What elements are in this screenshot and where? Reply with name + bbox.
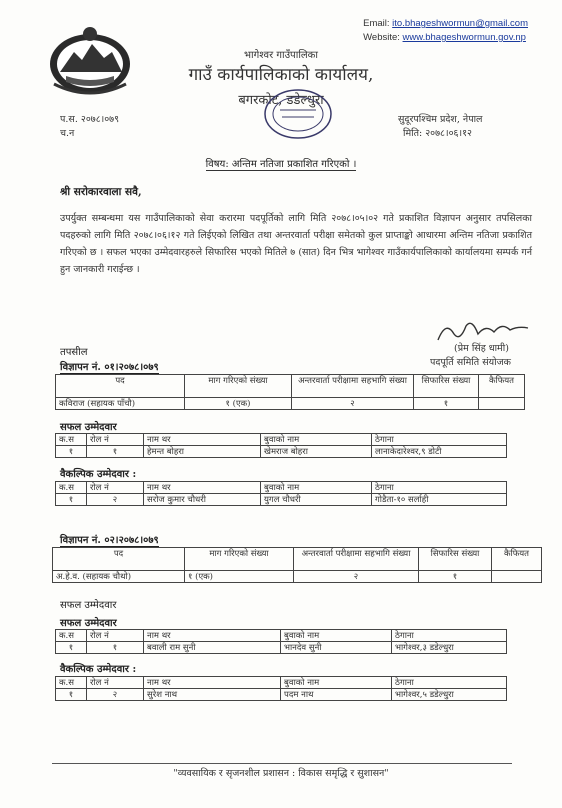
header-demand: माग गरिएको संख्या xyxy=(185,375,292,398)
cell-name: सुरेश नाथ xyxy=(144,689,281,701)
ad1-success-table xyxy=(55,433,507,458)
header-post: पद xyxy=(53,548,185,571)
header-father: बुवाको नाम xyxy=(281,630,392,642)
table-row xyxy=(56,398,525,410)
office-stamp-icon xyxy=(262,86,334,142)
header-name: नाम थर xyxy=(144,434,261,446)
website-label: Website: xyxy=(363,32,400,43)
ad2-alternate-table xyxy=(55,676,507,701)
header-roll: रोल नं xyxy=(87,434,144,446)
ad2-success-label: सफल उम्मेदवार xyxy=(60,618,117,629)
table-row xyxy=(56,689,507,701)
cell-post: कविराज (सहायक पाँचौ) xyxy=(56,398,185,410)
cell-name: सरोज कुमार चौधरी xyxy=(144,494,261,506)
cell-post: अ.हे.व. (सहायक चौथो) xyxy=(53,571,185,583)
ad2-success-table xyxy=(55,629,507,654)
cell-sn: १ xyxy=(56,642,87,654)
ad2-title-text: विज्ञापन नं. ०२।२०७८।०७९ xyxy=(60,535,159,546)
header-roll: रोल नं xyxy=(87,630,144,642)
tapsil-heading: तपसील xyxy=(60,347,88,358)
cell-roll: १ xyxy=(87,446,144,458)
dispatch-number: च.न xyxy=(60,128,75,139)
reference-number: प.स. २०७८।०७९ xyxy=(60,114,120,125)
cell-sn: १ xyxy=(56,689,87,701)
header-interview: अन्तरवार्ता परीक्षामा सहभागि संख्या xyxy=(292,375,414,398)
table-header-row xyxy=(56,375,525,398)
cell-address: लानाकेदारेश्वर,९ डोटी xyxy=(372,446,507,458)
header-address: ठेगाना xyxy=(392,677,507,689)
header-post: पद xyxy=(56,375,185,398)
ad1-alternate-label: वैकल्पिक उम्मेदवार : xyxy=(60,469,137,480)
cell-sn: १ xyxy=(56,446,87,458)
table-row xyxy=(56,642,507,654)
header-remarks: कैफियत xyxy=(479,375,525,398)
header-sn: क.स xyxy=(56,630,87,642)
header-roll: रोल नं xyxy=(87,677,144,689)
office-name: गाउँ कार्यपालिकाको कार्यालय, xyxy=(188,65,374,85)
contact-block xyxy=(363,17,528,45)
province-label: सुदूरपश्चिम प्रदेश, नेपाल xyxy=(398,114,483,125)
table-header-row xyxy=(56,482,507,494)
subject-text: विषय: अन्तिम नतिजा प्रकाशित गरिएको । xyxy=(205,159,357,170)
cell-address: भागेश्वर,३ डडेल्धुरा xyxy=(392,642,507,654)
body-paragraph: उपर्युक्त सम्बन्धमा यस गाउँपालिकाको सेवा करारमा पदपूर्तिको लागि मिति २०७८।०५।०२ गते प्रकाशित विज्ञापन अनुसार तपसिलका पदहरुको लागि मिति २०७८।०६।१२ गते लिईएको लिखित तथा अन्तरवार्ता परीक्षा समेतको कुल प्राप्ताङ्को आधारमा अन्तिम नतिजा प्रकाशित गरिएको छ । सफल भएका उम्मेदवारहरुले सिफारिस भएको मितिले ७ (सात) दिन भित्र भागेश्वर गाउँकार्यपालिकाको कार्यालयमा सम्पर्क गर्न हुन जानकारी गराईन्छ । xyxy=(60,213,532,275)
cell-recommend: १ xyxy=(414,398,479,410)
ad2-title xyxy=(60,532,159,546)
ad1-success-label: सफल उम्मेदवार xyxy=(60,422,117,433)
nepal-emblem-icon xyxy=(44,24,136,98)
signatory-name: (प्रेम सिंह धामी) xyxy=(454,343,509,354)
cell-sn: १ xyxy=(56,494,87,506)
signatory-title: पदपूर्ति समिति संयोजक xyxy=(430,357,511,368)
table-row xyxy=(56,446,507,458)
cell-roll: २ xyxy=(87,494,144,506)
email-link[interactable]: ito.bhageshwormun@gmail.com xyxy=(392,18,528,29)
cell-interview: २ xyxy=(294,571,419,583)
ad2-success-plain-label: सफल उम्मेदवार xyxy=(60,600,117,611)
header-name: नाम थर xyxy=(144,630,281,642)
cell-name: हेमन्त बोहरा xyxy=(144,446,261,458)
cell-name: बवाली राम सुनी xyxy=(144,642,281,654)
header-father: बुवाको नाम xyxy=(281,677,392,689)
ad2-alternate-label: वैकल्पिक उम्मेदवार : xyxy=(60,664,137,675)
cell-address: गोडैता-१० सर्लाही xyxy=(372,494,507,506)
footer-divider xyxy=(52,763,512,764)
header-recommend: सिफारिस संख्या xyxy=(419,548,492,571)
letter-date: मिति: २०७८।०६।१२ xyxy=(403,128,472,139)
header-sn: क.स xyxy=(56,434,87,446)
website-link[interactable]: www.bhageshwormun.gov.np xyxy=(402,32,526,43)
table-header-row xyxy=(56,677,507,689)
header-address: ठेगाना xyxy=(372,482,507,494)
header-name: नाम थर xyxy=(144,482,261,494)
table-row xyxy=(56,494,507,506)
header-sn: क.स xyxy=(56,677,87,689)
cell-address: भागेश्वर,५ डडेल्धुरा xyxy=(392,689,507,701)
cell-interview: २ xyxy=(292,398,414,410)
subject-line xyxy=(0,156,562,170)
header-roll: रोल नं xyxy=(87,482,144,494)
office-location: बगरकोट, डडेल्धुरा xyxy=(238,93,324,108)
email-label: Email: xyxy=(363,18,390,29)
ad1-position-table xyxy=(55,374,525,410)
cell-father: युगल चौधरी xyxy=(261,494,372,506)
table-header-row xyxy=(56,630,507,642)
header-demand: माग गरिएको संख्या xyxy=(185,548,294,571)
cell-father: भानदेव सुनी xyxy=(281,642,392,654)
ad1-title xyxy=(60,359,159,373)
cell-recommend: १ xyxy=(419,571,492,583)
footer-motto: "व्यवसायिक र सृजनशील प्रशासन : विकास समृद्धि र सुशासन" xyxy=(173,768,389,779)
cell-remarks xyxy=(492,571,542,583)
header-recommend: सिफारिस संख्या xyxy=(414,375,479,398)
ad1-title-text: विज्ञापन नं. ०१।२०७८।०७९ xyxy=(60,362,159,373)
ad1-alternate-table xyxy=(55,481,507,506)
cell-father: पदम नाथ xyxy=(281,689,392,701)
header-father: बुवाको नाम xyxy=(261,482,372,494)
cell-father: खेमराज बोहरा xyxy=(261,446,372,458)
header-address: ठेगाना xyxy=(392,630,507,642)
cell-demand: १ (एक) xyxy=(185,398,292,410)
header-interview: अन्तरवार्ता परीक्षामा सहभागि संख्या xyxy=(294,548,419,571)
handwritten-signature-icon xyxy=(432,316,532,344)
header-address: ठेगाना xyxy=(372,434,507,446)
header-name: नाम थर xyxy=(144,677,281,689)
cell-remarks xyxy=(479,398,525,410)
cell-demand: १ (एक) xyxy=(185,571,294,583)
table-header-row xyxy=(53,548,542,571)
cell-roll: १ xyxy=(87,642,144,654)
addressee: श्री सरोकारवाला सवै, xyxy=(60,186,142,198)
header-father: बुवाको नाम xyxy=(261,434,372,446)
cell-roll: २ xyxy=(87,689,144,701)
ad2-position-table xyxy=(52,547,542,583)
table-row xyxy=(53,571,542,583)
header-sn: क.स xyxy=(56,482,87,494)
header-remarks: कैफियत xyxy=(492,548,542,571)
municipality-name: भागेश्वर गाउँपालिका xyxy=(244,50,318,61)
table-header-row xyxy=(56,434,507,446)
